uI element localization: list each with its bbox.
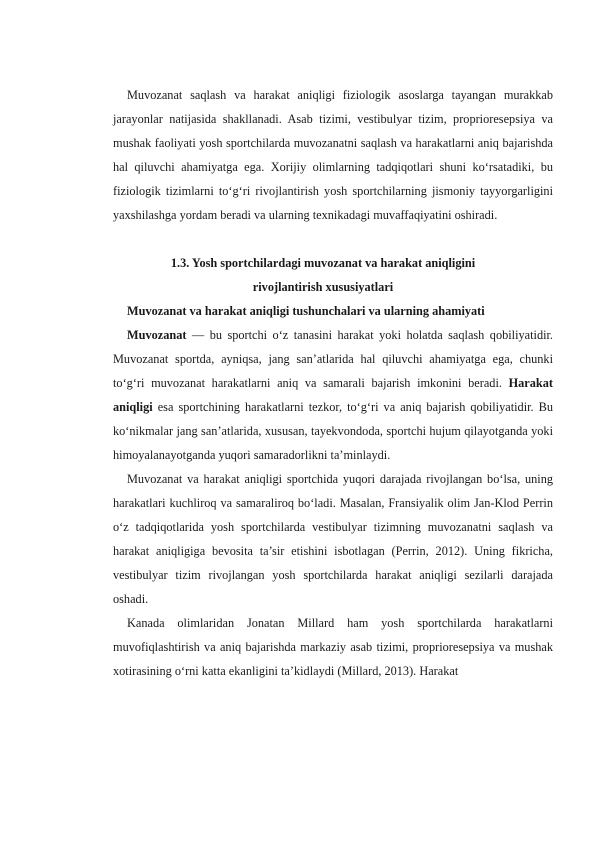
perrin-paragraph: Muvozanat va harakat aniqligi sportchida yuqori darajada rivojlangan bo‘lsa, uning harakatlari kuchliroq va samaraliroq bo‘ladi. Masalan, Fransiyalik olim Jan-Klod Perrin o‘z tadqiqotlarida yosh sportchilarda vestibulyar tizimning muvozanatni saqlash va harakat aniqligiga bevosita ta’sir etishini isbotlagan (Perrin, 2012). Uning fikricha, vestibulyar tizim rivojlangan yosh sportchilarda harakat aniqligi sezilarli darajada oshadi. <box>113 472 553 606</box>
subsection-heading: Muvozanat va harakat aniqligi tushunchalari va ularning ahamiyati <box>127 304 485 318</box>
section-heading-line1: 1.3. Yosh sportchilardagi muvozanat va harakat aniqligini <box>170 256 476 270</box>
definition-text-2: esa sportchining harakatlarni tezkor, to‘g‘ri va aniq bajarish qobiliyatidir. Bu ko‘nikmalar jang san’atlarida, xususan, tayekvondoda, sportchi hujum qilayotganda yoki himoyalanayotganda yuqori samaradorlikni ta’minlaydi. <box>113 400 553 462</box>
document-page <box>113 83 553 683</box>
definition-paragraph <box>113 323 553 467</box>
millard-paragraph: Kanada olimlaridan Jonatan Millard ham yosh sportchilarda harakatlarni muvofiqlashtirish va aniq bajarishda markaziy asab tizimi, proprioresepsiya va mushak xotirasining o‘rni katta ekanligini ta’kidlaydi (Millard, 2013). Harakat <box>113 616 553 678</box>
intro-paragraph: Muvozanat saqlash va harakat aniqligi fiziologik asoslarga tayangan murakkab jarayonlar natijasida shakllanadi. Asab tizimi, vestibulyar tizim, proprioresepsiya va mushak faoliyati yosh sportchilarda muvozanatni saqlash va harakatlarni aniq bajarishda hal qiluvchi ahamiyatga ega. Xorijiy olimlarning tadqiqotlari shuni ko‘rsatadiki, bu fiziologik tizimlarni to‘g‘ri rivojlantirish yosh sportchilarning jismoniy tayyorgarligini yaxshilashga yordam beradi va ularning texnikadagi muvaffaqiyatini oshiradi. <box>113 88 553 222</box>
definition-text-1: — bu sportchi o‘z tanasini harakat yoki holatda saqlash qobiliyatidir. Muvozanat sportda, ayniqsa, jang san’atlarida hal qiluvchi ahamiyatga ega, chunki to‘g‘ri muvozanat harakatlarni aniq va samarali bajarish imkonini beradi. <box>113 328 553 390</box>
section-heading <box>113 251 553 299</box>
spacer <box>113 227 553 251</box>
term-muvozanat: Muvozanat <box>127 328 187 342</box>
term-harakat-aniqligi: Harakat aniqligi <box>113 376 553 414</box>
section-heading-line2: rivojlantirish xususiyatlari <box>252 280 394 294</box>
